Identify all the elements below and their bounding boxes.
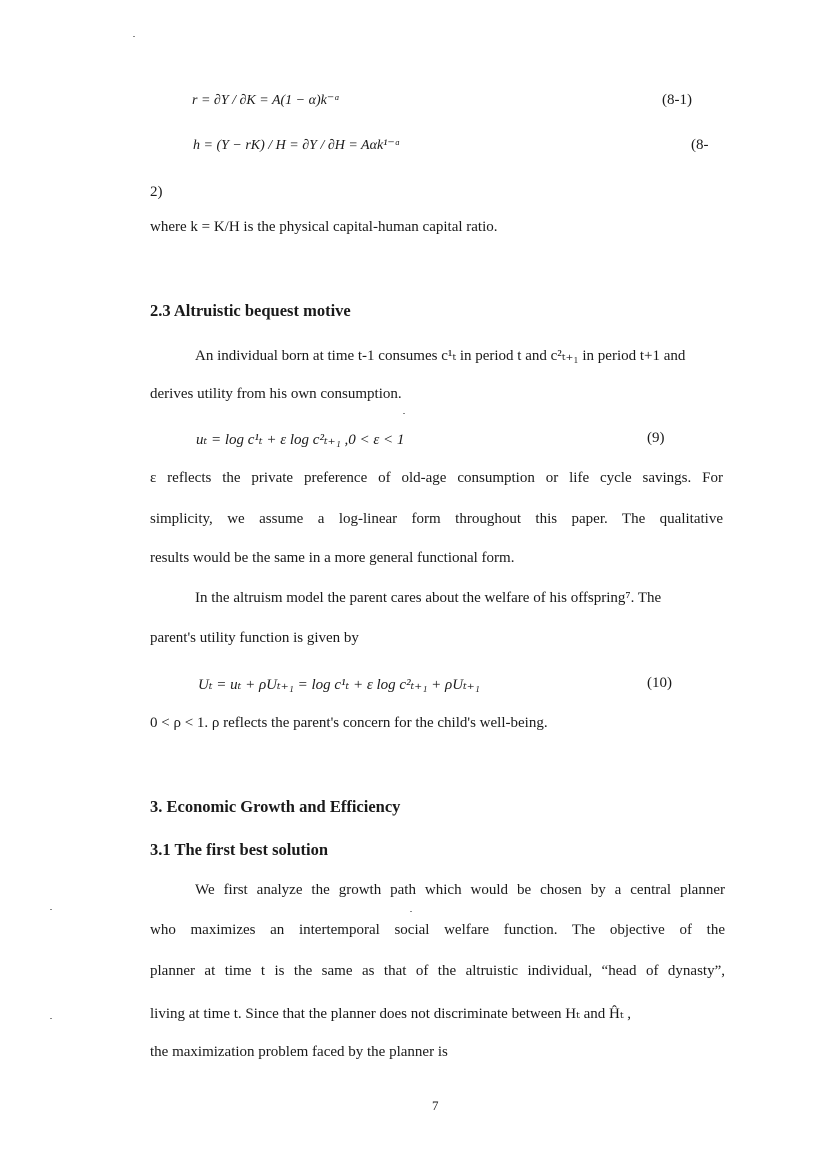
paragraph-line: the maximization problem faced by the planner is [150, 1044, 448, 1060]
equation-8-2: h = (Y − rK) / H = ∂Y / ∂H = Aαk¹⁻ᵅ [193, 138, 401, 153]
equation-number-9: (9) [647, 430, 665, 446]
paragraph-line: simplicity, we assume a log-linear form throughout this paper. The qualitative [150, 511, 723, 527]
scan-speck [133, 36, 135, 37]
paragraph-line: derives utility from his own consumption. [150, 386, 402, 402]
paragraph-line: parent's utility function is given by [150, 630, 359, 646]
section-heading-3-1: 3.1 The first best solution [150, 840, 329, 859]
rho-definition-line: 0 < ρ < 1. ρ reflects the parent's concern for the child's well-being. [150, 715, 548, 731]
paragraph-line: results would be the same in a more general functional form. [150, 550, 515, 566]
paragraph-line: An individual born at time t-1 consumes c¹ₜ in period t and c²ₜ₊₁ in period t+1 and [195, 348, 686, 364]
section-heading-2-3: 2.3 Altruistic bequest motive [150, 301, 351, 320]
equation-10: Uₜ = uₜ + ρUₜ₊₁ = log c¹ₜ + ε log c²ₜ₊₁ + ρUₜ₊₁ [198, 677, 480, 693]
scan-speck [50, 1018, 52, 1019]
page-number: 7 [432, 1098, 439, 1113]
paragraph-line: living at time t. Since that the planner does not discriminate between Hₜ and Ĥₜ , [150, 1006, 632, 1022]
scan-speck [410, 911, 412, 912]
paragraph-line: In the altruism model the parent cares about the welfare of his offspring⁷. The [195, 590, 662, 606]
paragraph-line: We first analyze the growth path which would be chosen by a central planner [195, 882, 725, 898]
paragraph-line: ε reflects the private preference of old-age consumption or life cycle savings. For [150, 470, 723, 486]
equation-number-8-2: (8- [691, 137, 709, 153]
equation-8-1: r = ∂Y / ∂K = A(1 − α)k⁻ᵅ [192, 93, 340, 108]
where-line: where k = K/H is the physical capital-human capital ratio. [150, 219, 498, 235]
paragraph-line: who maximizes an intertemporal social welfare function. The objective of the [150, 922, 725, 938]
scan-speck [403, 413, 405, 414]
section-heading-3: 3. Economic Growth and Efficiency [150, 797, 401, 816]
equation-9: uₜ = log c¹ₜ + ε log c²ₜ₊₁ ,0 < ε < 1 [196, 432, 405, 448]
equation-number-8-2-continued: 2) [150, 184, 163, 200]
equation-number-10: (10) [647, 675, 672, 691]
paragraph-line: planner at time t is the same as that of the altruistic individual, “head of dynasty”, [150, 963, 725, 979]
scan-speck [50, 909, 52, 910]
equation-number-8-1: (8-1) [662, 92, 692, 108]
